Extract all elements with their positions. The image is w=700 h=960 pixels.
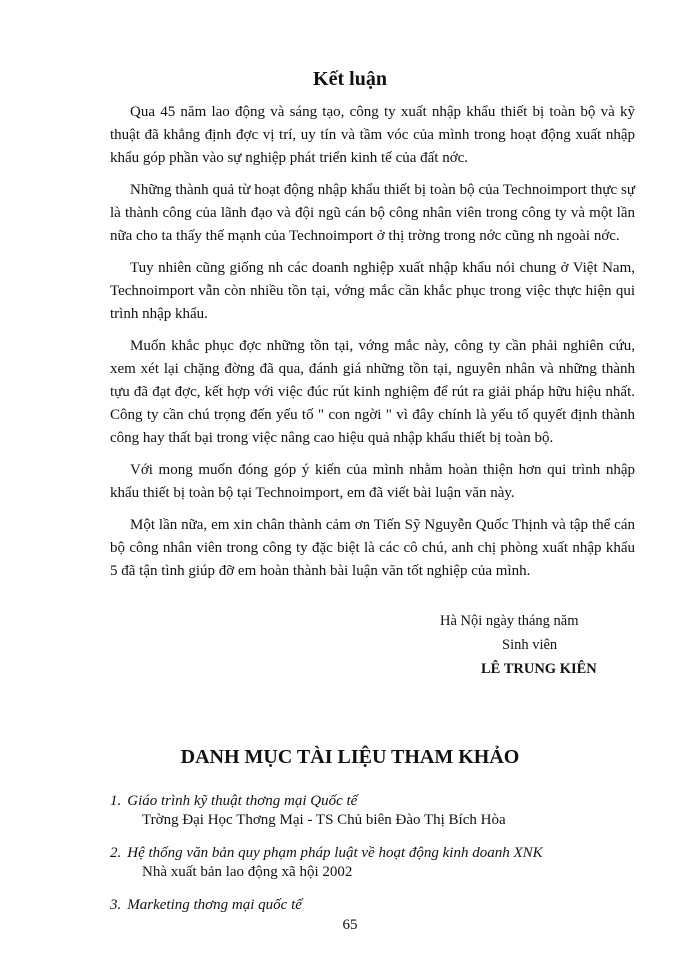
paragraph: Những thành quả từ hoạt động nhập khẩu thiết bị toàn bộ của Technoimport thực sự là thành công của lãnh đạo và đội ngũ cán bộ công nhân viên trong công ty và một lần nữa cho ta thấy thế mạnh của Technoimport ở thị trờng trong nớc cũng nh ngoài nớc. (110, 182, 635, 244)
reference-title: Hệ thống văn bản quy phạm pháp luật về hoạt động kinh doanh XNK (127, 845, 543, 861)
reference-title: Giáo trình kỹ thuật thơng mại Quốc tế (127, 793, 358, 809)
signature-name: LÊ TRUNG KIÊN (481, 661, 597, 677)
references-list (110, 792, 650, 929)
reference-title: Marketing thơng mại quốc tế (127, 897, 302, 913)
signature-block (440, 609, 640, 681)
reference-item (110, 844, 650, 882)
reference-number: 1. (110, 793, 122, 809)
reference-item (110, 896, 650, 915)
signature-place-date: Hà Nội ngày tháng năm (440, 613, 579, 629)
reference-detail: Trờng Đại Học Thơng Mại - TS Chủ biên Đào Thị Bích Hòa (142, 812, 506, 828)
paragraph: Tuy nhiên cũng giống nh các doanh nghiệp xuất nhập khẩu nói chung ở Việt Nam, Technoimport vẫn còn nhiều tồn tại, vớng mắc cần khắc phục trong việc thực hiện qui trình nhập khẩu. (110, 260, 635, 322)
reference-title-line (110, 792, 650, 811)
reference-number: 2. (110, 845, 122, 861)
reference-item (110, 792, 650, 830)
conclusion-body (110, 101, 635, 592)
paragraph: Một lần nữa, em xin chân thành cảm ơn Tiến Sỹ Nguyễn Quốc Thịnh và tập thể cán bộ công nhân viên trong công ty đặc biệt là các cô chú, anh chị phòng xuất nhập khẩu 5 đã tận tình giúp đỡ em hoàn thành bài luận văn tốt nghiệp của mình. (110, 517, 635, 579)
reference-number: 3. (110, 897, 122, 913)
conclusion-heading: Kết luận (313, 68, 387, 90)
reference-title-line (110, 844, 650, 863)
references-heading: DANH MỤC TÀI LIỆU THAM KHẢO (180, 746, 520, 768)
paragraph: Muốn khắc phục đợc những tồn tại, vớng mắc này, công ty cần phải nghiên cứu, xem xét lại chặng đờng đã qua, đánh giá những tồn tại, nguyên nhân và những thành tựu đã đạt đợc, kết hợp với việc đúc rút kinh nghiệm để rút ra giải pháp hữu hiệu nhất. Công ty cần chú trọng đến yếu tố " con ngời " vì đây chính là yếu tố quyết định thành công hay thất bại trong việc nâng cao hiệu quả nhập khẩu thiết bị toàn bộ. (110, 338, 635, 446)
page-number: 65 (342, 917, 358, 933)
paragraph: Với mong muốn đóng góp ý kiến của mình nhằm hoàn thiện hơn qui trình nhập khẩu thiết bị toàn bộ tại Technoimport, em đã viết bài luận văn này. (110, 462, 635, 501)
paragraph: Qua 45 năm lao động và sáng tạo, công ty xuất nhập khẩu thiết bị toàn bộ và kỹ thuật đã khẳng định đợc vị trí, uy tín và tầm vóc của mình trong hoạt động xuất nhập khẩu góp phần vào sự nghiệp phát triển kinh tế của đất nớc. (110, 104, 635, 166)
reference-title-line (110, 896, 650, 915)
reference-detail: Nhà xuất bản lao động xã hội 2002 (142, 864, 353, 880)
signature-role: Sinh viên (502, 637, 558, 653)
